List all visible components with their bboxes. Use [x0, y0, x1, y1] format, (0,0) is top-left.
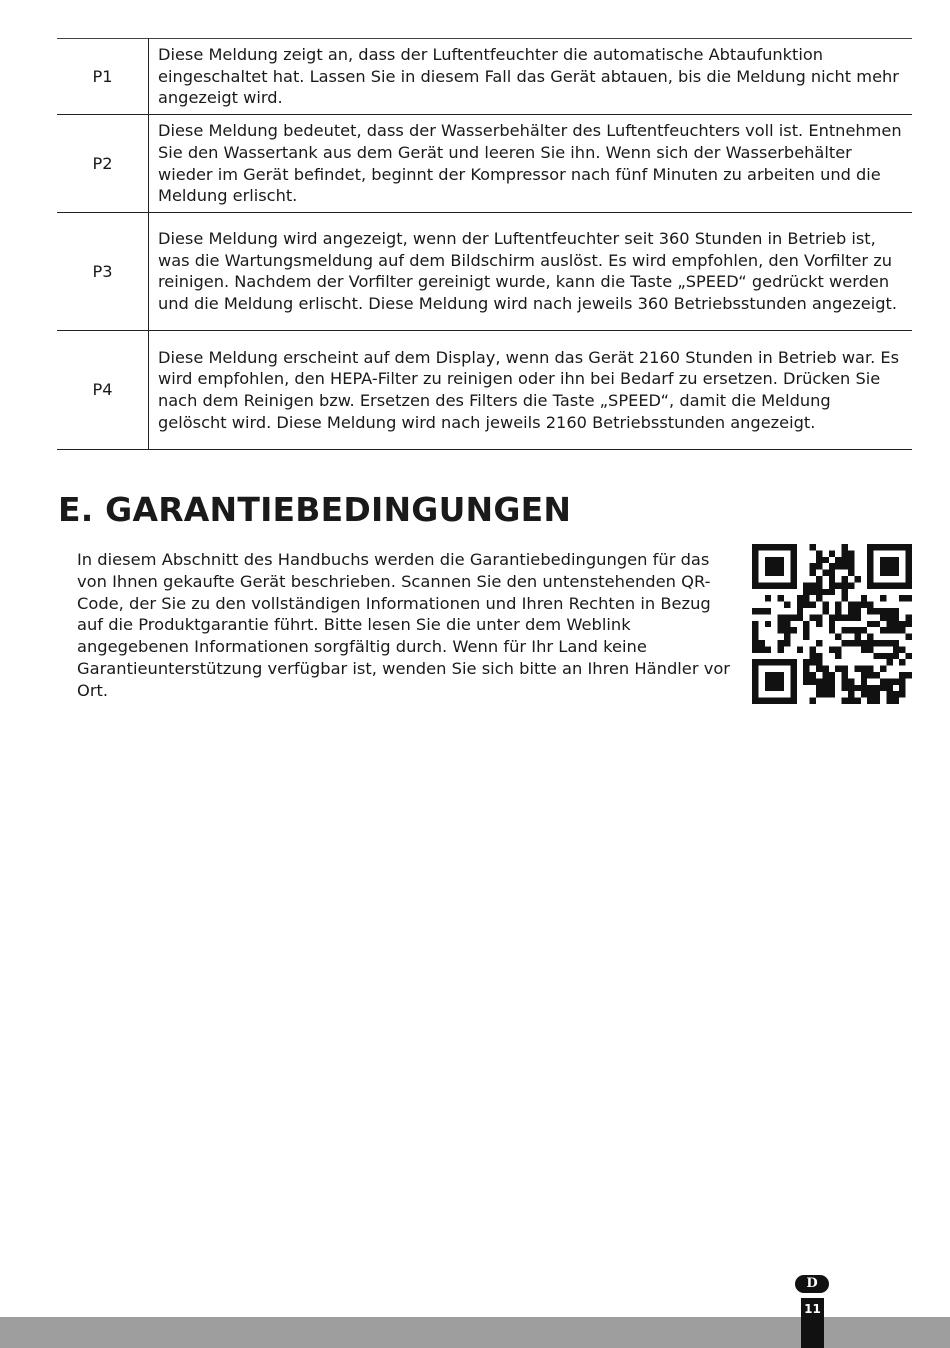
warranty-paragraph: In diesem Abschnitt des Handbuchs werden die Garantiebedingungen für das von Ihnen gekaufte Gerät beschrieben. Scannen Sie den untenstehenden QR-Code, der Sie zu den vollständigen Informationen und Ihren Rechten in Bezug auf die Produktgarantie führt. Bitte lesen Sie die unter dem Weblink angegebenen Informationen sorgfältig durch. Wenn für Ihr Land keine Garantieunterstützung verfügbar ist, wenden Sie sich bitte an Ihren Händler vor Ort.	[77, 550, 730, 700]
table-row	[57, 212, 912, 330]
table-row	[57, 330, 912, 449]
code-cell: P3	[57, 212, 149, 330]
table-row	[57, 39, 912, 115]
description-cell: Diese Meldung wird angezeigt, wenn der Luftentfeuchter seit 360 Stunden in Betrieb ist, was die Wartungsmeldung auf dem Bildschirm auslöst. Es wird empfohlen, den Vorfilter zu reinigen. Nachdem der Vorfilter gereinigt wurde, kann die Taste „SPEED“ gedrückt werden und die Meldung erlischt. Diese Meldung wird nach jeweils 360 Betriebsstunden angezeigt.	[149, 212, 913, 330]
table-row	[57, 115, 912, 213]
description-cell: Diese Meldung bedeutet, dass der Wasserbehälter des Luftentfeuchters voll ist. Entnehmen Sie den Wassertank aus dem Gerät und leeren Sie ihn. Wenn sich der Wasserbehälter wieder im Gerät befindet, beginnt der Kompressor nach fünf Minuten zu arbeiten und die Meldung erlischt.	[149, 115, 913, 213]
description-cell: Diese Meldung zeigt an, dass der Luftentfeuchter die automatische Abtaufunktion eingeschaltet hat. Lassen Sie in diesem Fall das Gerät abtauen, bis die Meldung nicht mehr angezeigt wird.	[149, 39, 913, 115]
message-codes-table	[57, 38, 912, 450]
code-cell: P4	[57, 330, 149, 449]
language-badge: D	[795, 1275, 829, 1293]
code-cell: P1	[57, 39, 149, 115]
qr-code-icon[interactable]	[752, 544, 912, 704]
code-cell: P2	[57, 115, 149, 213]
section-title: E. GARANTIEBEDINGUNGEN	[58, 490, 572, 529]
page-number: 11	[804, 1302, 821, 1316]
description-cell: Diese Meldung erscheint auf dem Display, wenn das Gerät 2160 Stunden in Betrieb war. Es wird empfohlen, den HEPA-Filter zu reinigen oder ihn bei Bedarf zu ersetzen. Drücken Sie nach dem Reinigen bzw. Ersetzen des Filters die Taste „SPEED“, damit die Meldung gelöscht wird. Diese Meldung wird nach jeweils 2160 Betriebsstunden angezeigt.	[149, 330, 913, 449]
